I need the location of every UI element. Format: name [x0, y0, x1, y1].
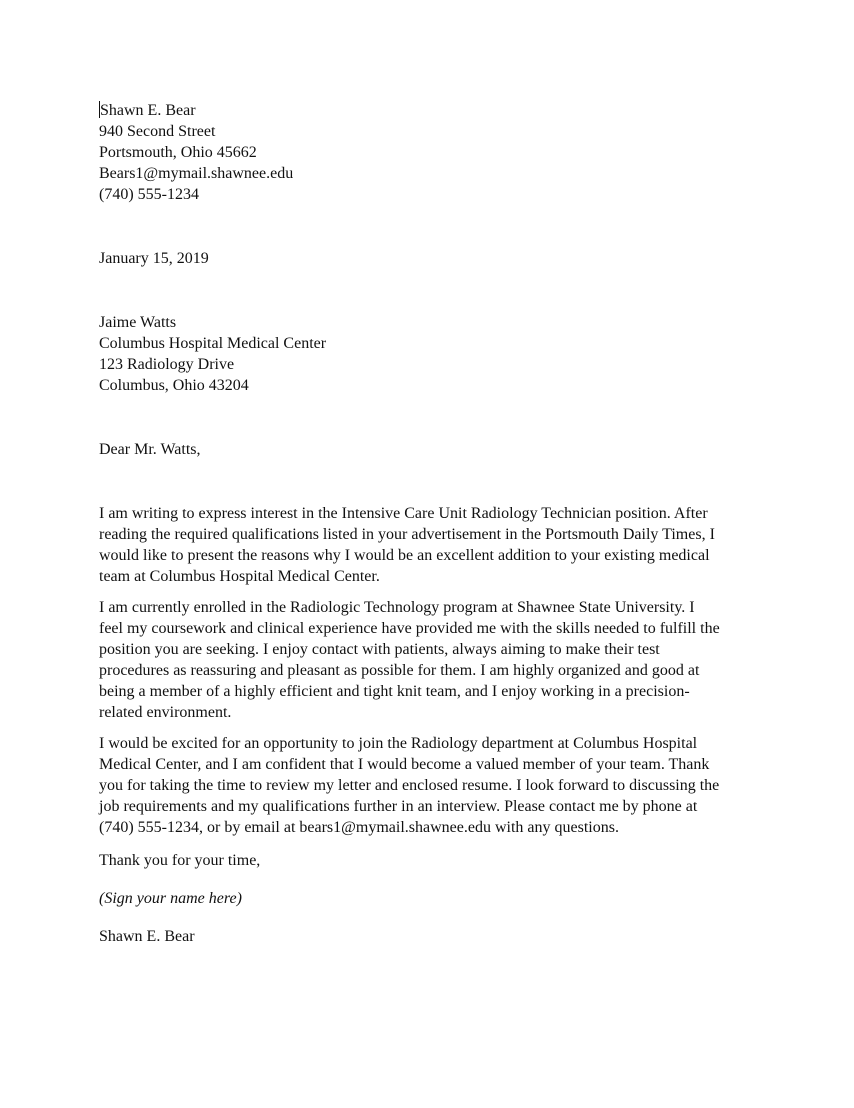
recipient-name: Jaime Watts — [99, 314, 177, 331]
salutation: Dear Mr. Watts, — [99, 441, 201, 458]
recipient-organization: Columbus Hospital Medical Center — [99, 335, 327, 352]
paragraph-line: job requirements and my qualifications further in an interview. Please contact me by phone at — [99, 798, 698, 815]
paragraph-line: reading the required qualifications listed in your advertisement in the Portsmouth Daily Times, I — [99, 526, 715, 543]
paragraph-line: Medical Center, and I am confident that I would become a valued member of your team. Thank — [99, 756, 710, 773]
paragraph-line: being a member of a highly efficient and tight knit team, and I enjoy working in a precision- — [99, 683, 690, 700]
recipient-city-state-zip: Columbus, Ohio 43204 — [99, 377, 249, 394]
paragraph-line: would like to present the reasons why I would be an excellent addition to your existing medical — [99, 547, 710, 564]
paragraph-line: you for taking the time to review my letter and enclosed resume. I look forward to discussing the — [99, 777, 720, 794]
paragraph-line: procedures as reassuring and pleasant as possible for them. I am highly organized and good at — [99, 662, 700, 679]
paragraph-line: related environment. — [99, 704, 232, 721]
letter-date: January 15, 2019 — [99, 250, 209, 267]
recipient-address-block — [99, 312, 759, 396]
paragraph-line: (740) 555-1234, or by email at bears1@mymail.shawnee.edu with any questions. — [99, 819, 619, 836]
sender-city-state-zip: Portsmouth, Ohio 45662 — [99, 144, 257, 161]
body-paragraph-3 — [99, 733, 759, 838]
paragraph-line: position you are seeking. I enjoy contact with patients, always aiming to make their test — [99, 641, 660, 658]
sender-street: 940 Second Street — [99, 123, 216, 140]
paragraph-line: feel my coursework and clinical experience have provided me with the skills needed to fulfill the — [99, 620, 720, 637]
signer-name: Shawn E. Bear — [99, 928, 195, 945]
sender-address-block — [99, 100, 759, 205]
signature-placeholder: (Sign your name here) — [99, 890, 242, 907]
sender-name-line — [99, 100, 759, 121]
body-paragraph-2 — [99, 597, 759, 723]
letter-content[interactable] — [99, 100, 759, 947]
paragraph-line: I am writing to express interest in the Intensive Care Unit Radiology Technician position. After — [99, 505, 708, 522]
paragraph-line: team at Columbus Hospital Medical Center. — [99, 568, 380, 585]
body-paragraph-1 — [99, 503, 759, 587]
closing: Thank you for your time, — [99, 852, 261, 869]
paragraph-line: I would be excited for an opportunity to join the Radiology department at Columbus Hospital — [99, 735, 698, 752]
sender-name: Shawn E. Bear — [100, 102, 196, 119]
paragraph-line: I am currently enrolled in the Radiologic Technology program at Shawnee State University. I — [99, 599, 695, 616]
sender-email: Bears1@mymail.shawnee.edu — [99, 165, 294, 182]
sender-phone: (740) 555-1234 — [99, 186, 199, 203]
recipient-street: 123 Radiology Drive — [99, 356, 235, 373]
